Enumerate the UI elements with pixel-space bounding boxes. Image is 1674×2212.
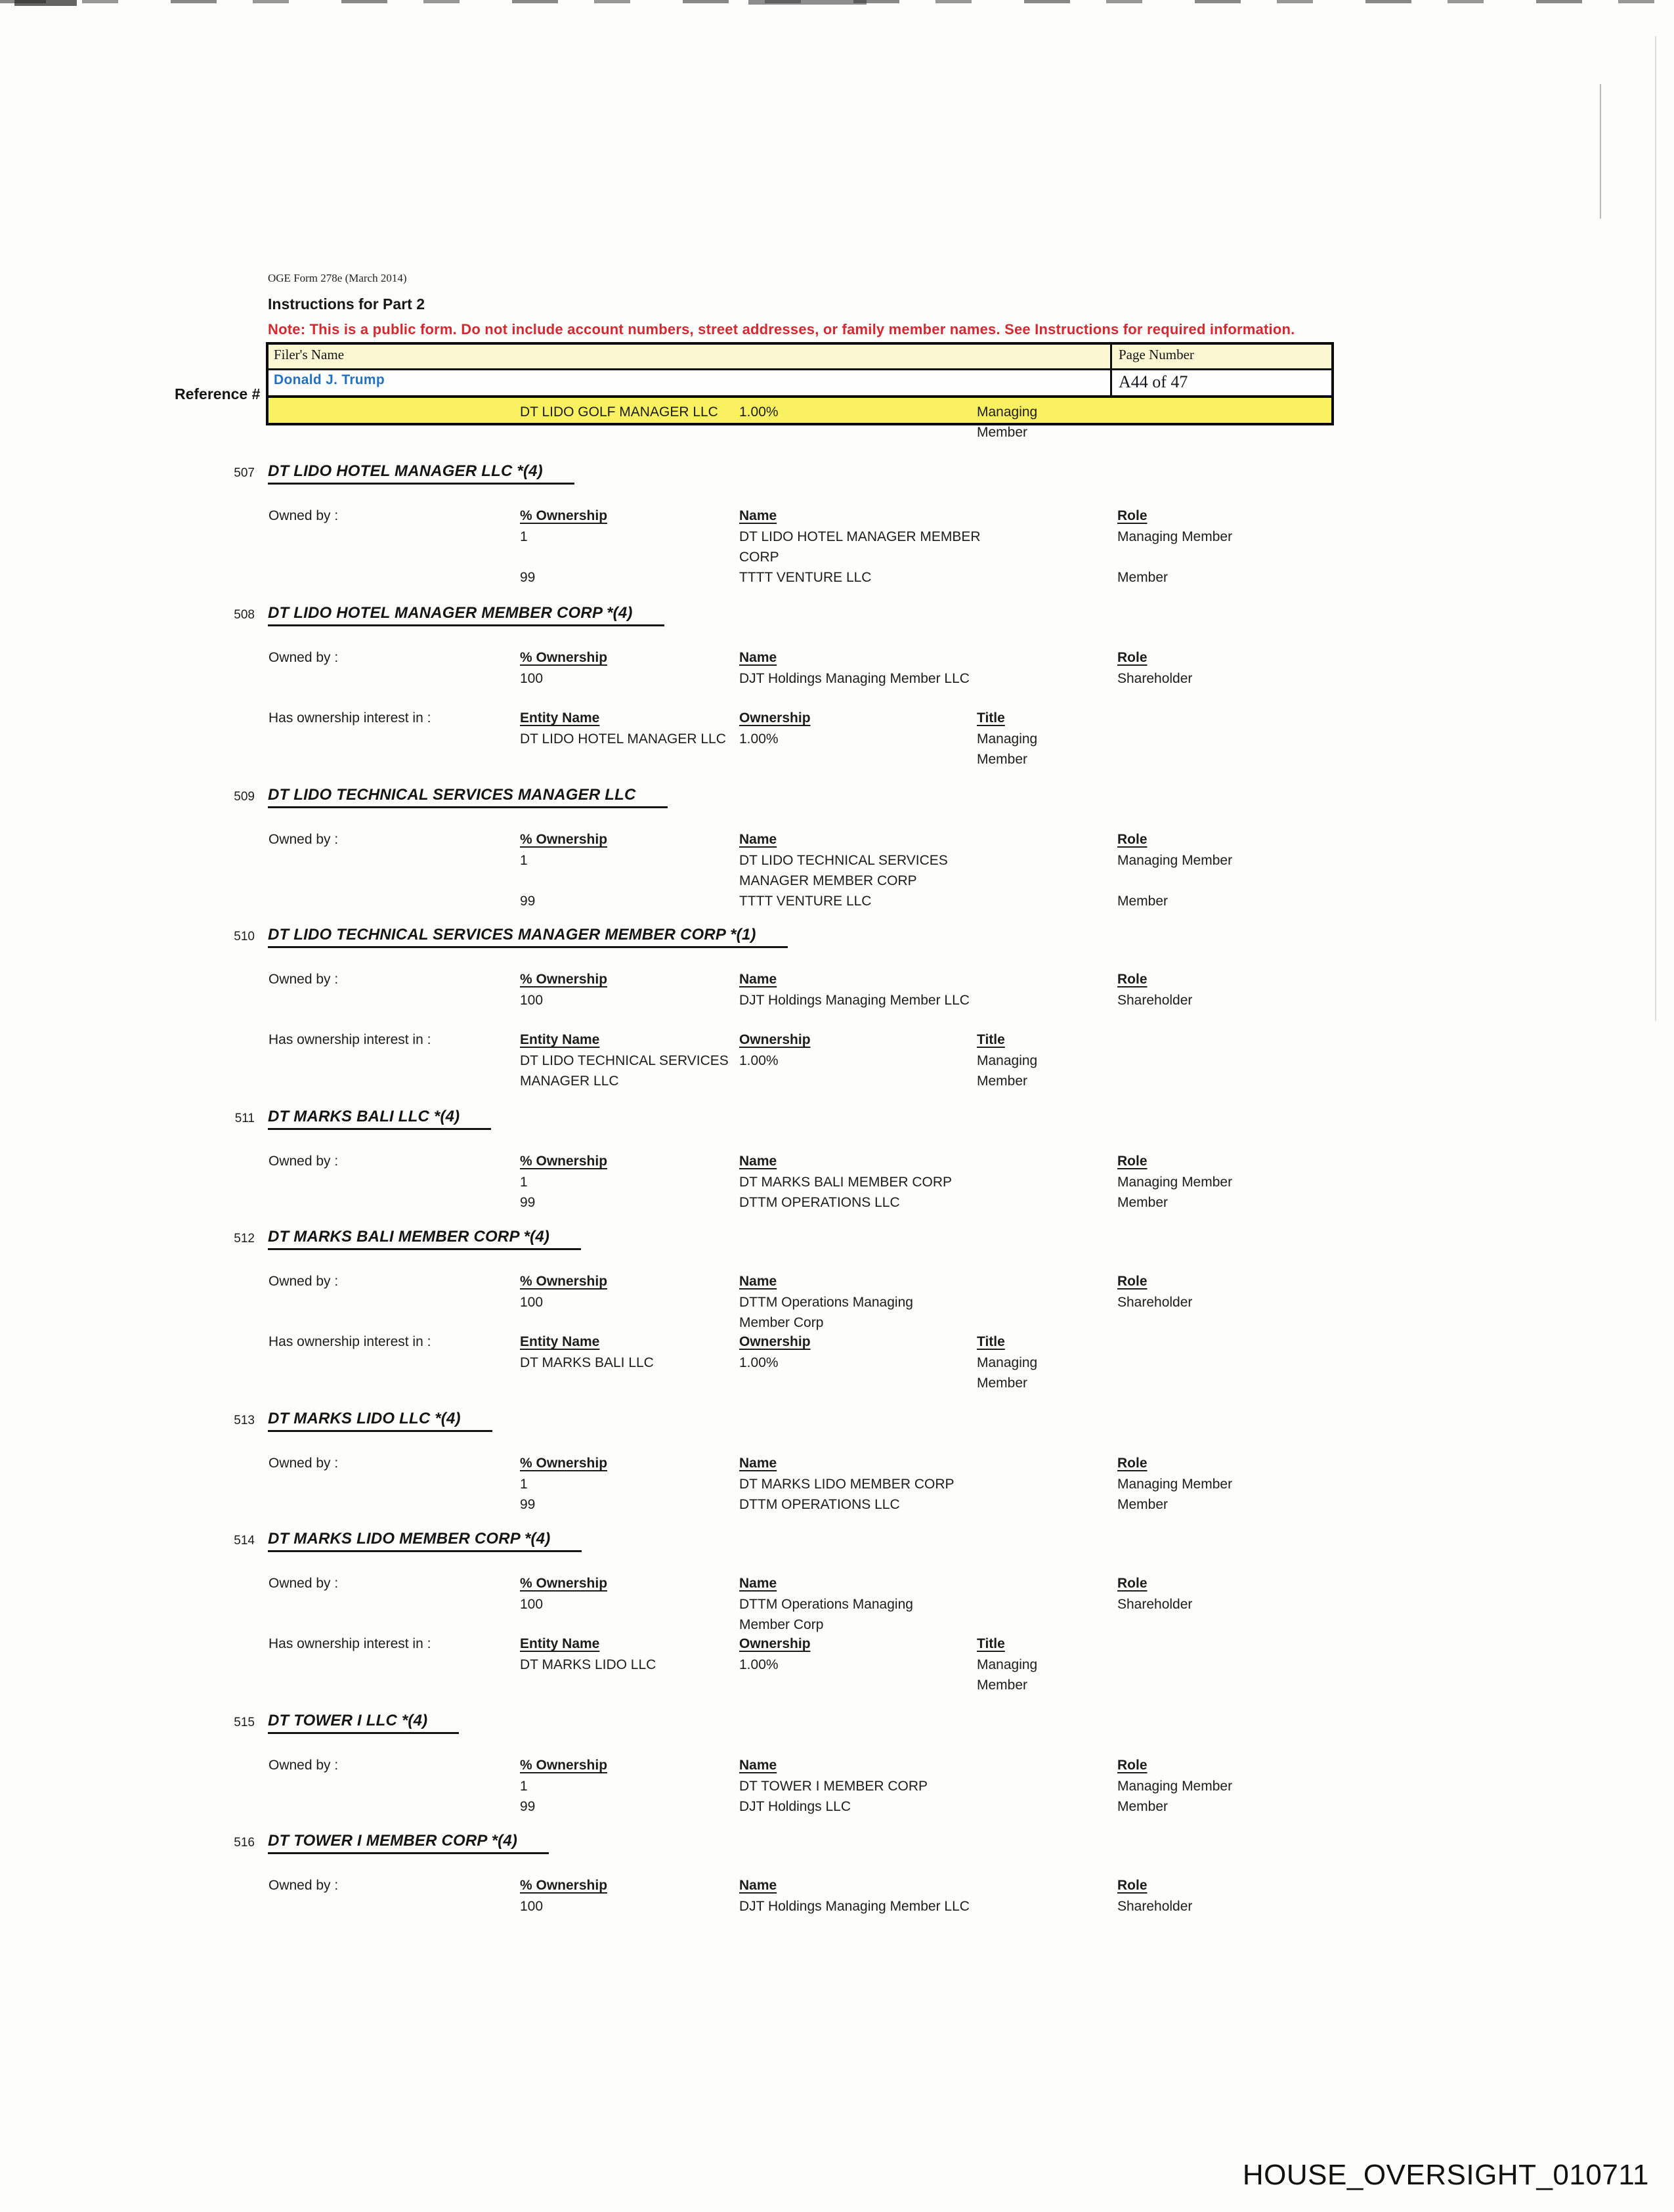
role-value: Member [1117,1195,1169,1210]
section-number: 508 [234,608,255,622]
section-number: 516 [234,1836,255,1850]
role-value: Managing Member [1117,1175,1233,1190]
continuation-title: Member [977,425,1028,440]
has-ownership-header-row [0,708,1674,728]
has-ownership-header-row [0,1030,1674,1050]
table-row [0,1615,1674,1635]
name-header: Name [739,1576,777,1591]
title-header: Title [977,1636,1005,1651]
table-row [0,729,1674,749]
table-row [0,1655,1674,1675]
has-ownership-label: Has ownership interest in : [268,1334,431,1349]
continuation-title: Managing [977,404,1038,420]
section-number: 511 [234,1112,255,1125]
role-header: Role [1117,1758,1148,1773]
section-heading: DT MARKS BALI MEMBER CORP *(4) [268,1228,581,1250]
role-value: Shareholder [1117,993,1193,1008]
table-row [0,1172,1674,1192]
table-row [0,1675,1674,1695]
section-heading: DT TOWER I LLC *(4) [268,1712,459,1734]
section-number: 510 [234,930,255,943]
title-header: Title [977,710,1005,726]
table-row [0,1051,1674,1071]
table-row [0,1373,1674,1393]
owner-name: DTTM Operations Managing [739,1295,913,1310]
entity-name: DT MARKS BALI LLC [520,1355,654,1370]
has-ownership-label: Has ownership interest in : [268,710,431,726]
pct-ownership-value: 99 [520,1799,536,1814]
role-value: Member [1117,570,1169,585]
table-row [0,547,1674,567]
role-value: Managing Member [1117,853,1233,868]
table-row [0,891,1674,911]
instructions-title: Instructions for Part 2 [268,295,425,313]
name-header: Name [739,508,777,523]
owned-by-rows [0,1896,1674,1917]
owner-name: DJT Holdings Managing Member LLC [739,671,970,686]
table-row [0,567,1674,588]
has-ownership-rows [0,1655,1674,1695]
reference-number-label: Reference # [175,385,261,402]
owned-by-header-row [0,506,1674,526]
pct-ownership-value: 99 [520,570,536,585]
name-header: Name [739,1274,777,1289]
table-row [0,527,1674,547]
table-row [0,850,1674,871]
title-value: Member [977,1678,1028,1693]
owner-name: DT LIDO HOTEL MANAGER MEMBER [739,529,981,544]
has-ownership-header-row [0,1332,1674,1352]
pct-ownership-value: 1 [520,1477,528,1492]
pct-ownership-value: 1 [520,1779,528,1794]
pct-ownership-header: % Ownership [520,832,608,847]
name-header: Name [739,1154,777,1169]
owner-name: DJT Holdings LLC [739,1799,851,1814]
role-value: Managing Member [1117,1477,1233,1492]
ownership-value: 1.00% [739,1053,779,1068]
pct-ownership-value: 99 [520,1195,536,1210]
section-heading: DT LIDO HOTEL MANAGER LLC *(4) [268,462,574,485]
owner-name: DTTM Operations Managing [739,1597,913,1612]
form-id: OGE Form 278e (March 2014) [268,272,407,284]
owned-by-label: Owned by : [268,650,339,665]
owned-by-rows [0,990,1674,1010]
title-header: Title [977,1032,1005,1047]
ownership-value: 1.00% [739,731,779,747]
owner-name: DJT Holdings Managing Member LLC [739,1899,970,1914]
pct-ownership-header: % Ownership [520,1878,608,1893]
table-row [0,1071,1674,1091]
owned-by-rows [0,1776,1674,1817]
section-heading: DT LIDO TECHNICAL SERVICES MANAGER LLC [268,786,668,808]
entity-name: DT LIDO TECHNICAL SERVICES [520,1053,729,1068]
role-value: Shareholder [1117,671,1193,686]
section-heading: DT MARKS BALI LLC *(4) [268,1108,491,1130]
owned-by-header-row [0,1573,1674,1594]
ownership-value: 1.00% [739,1657,779,1672]
continuation-entity-name: DT LIDO GOLF MANAGER LLC [520,404,718,420]
pct-ownership-value: 100 [520,993,544,1008]
pct-ownership-header: % Ownership [520,1576,608,1591]
owned-by-rows [0,1292,1674,1333]
entity-name: DT LIDO HOTEL MANAGER LLC [520,731,726,747]
section-heading: DT TOWER I MEMBER CORP *(4) [268,1832,549,1854]
name-header: Name [739,1456,777,1471]
role-value: Shareholder [1117,1899,1193,1914]
has-ownership-label: Has ownership interest in : [268,1636,431,1651]
has-ownership-header-row [0,1634,1674,1654]
pct-ownership-value: 100 [520,1597,544,1612]
owned-by-rows [0,850,1674,911]
owner-name: DTTM OPERATIONS LLC [739,1195,900,1210]
owner-name: Member Corp [739,1315,824,1330]
pct-ownership-value: 99 [520,894,536,909]
owned-by-label: Owned by : [268,1274,339,1289]
role-header: Role [1117,508,1148,523]
title-value: Managing [977,1053,1038,1068]
section-number: 507 [234,466,255,480]
page-number-value: A44 of 47 [1119,372,1188,391]
filers-name-value: Donald J. Trump [268,370,1112,395]
section-heading: DT MARKS LIDO LLC *(4) [268,1410,492,1432]
title-value: Member [977,1073,1028,1089]
pct-ownership-value: 99 [520,1497,536,1512]
title-value: Managing [977,1657,1038,1672]
pct-ownership-value: 1 [520,1175,528,1190]
role-header: Role [1117,832,1148,847]
owned-by-header-row [0,1875,1674,1896]
table-row [0,1192,1674,1213]
role-value: Managing Member [1117,529,1233,544]
page-number-label: Page Number [1119,347,1194,362]
table-row [0,1776,1674,1796]
has-ownership-rows [0,729,1674,770]
name-header: Name [739,650,777,665]
entity-name: DT MARKS LIDO LLC [520,1657,656,1672]
role-value: Member [1117,1799,1169,1814]
name-header: Name [739,1758,777,1773]
table-row [0,668,1674,689]
owned-by-label: Owned by : [268,972,339,987]
role-value: Member [1117,1497,1169,1512]
owned-by-rows [0,1474,1674,1515]
has-ownership-label: Has ownership interest in : [268,1032,431,1047]
pct-ownership-header: % Ownership [520,1274,608,1289]
owner-name: TTTT VENTURE LLC [739,894,872,909]
owner-name: DT MARKS BALI MEMBER CORP [739,1175,953,1190]
role-value: Shareholder [1117,1295,1193,1310]
owner-name: DT TOWER I MEMBER CORP [739,1779,928,1794]
ownership-header: Ownership [739,1334,811,1349]
entity-name: MANAGER LLC [520,1073,619,1089]
table-row [0,1474,1674,1494]
owned-by-rows [0,527,1674,588]
owned-by-rows [0,1594,1674,1635]
owned-by-header-row [0,1151,1674,1171]
role-header: Role [1117,972,1148,987]
pct-ownership-value: 100 [520,671,544,686]
pct-ownership-header: % Ownership [520,972,608,987]
document-control-number: HOUSE_OVERSIGHT_010711 [1242,2159,1649,2191]
has-ownership-rows [0,1051,1674,1091]
table-row [0,990,1674,1010]
owned-by-rows [0,1172,1674,1213]
section-heading: DT MARKS LIDO MEMBER CORP *(4) [268,1530,582,1552]
ownership-value: 1.00% [739,1355,779,1370]
pct-ownership-value: 100 [520,1899,544,1914]
ownership-header: Ownership [739,1636,811,1651]
table-row [0,749,1674,770]
pct-ownership-value: 100 [520,1295,544,1310]
name-header: Name [739,1878,777,1893]
owner-name: DTTM OPERATIONS LLC [739,1497,900,1512]
owner-name: MANAGER MEMBER CORP [739,873,917,888]
name-header: Name [739,972,777,987]
owned-by-header-row [0,647,1674,668]
owned-by-header-row [0,1755,1674,1775]
section-heading: DT LIDO TECHNICAL SERVICES MANAGER MEMBER CORP *(1) [268,926,788,948]
owned-by-header-row [0,969,1674,989]
table-row [0,1494,1674,1515]
owner-name: DT MARKS LIDO MEMBER CORP [739,1477,955,1492]
role-header: Role [1117,1456,1148,1471]
pct-ownership-header: % Ownership [520,1456,608,1471]
table-row [0,1594,1674,1615]
section-number: 514 [234,1534,255,1548]
pct-ownership-header: % Ownership [520,508,608,523]
owner-name: TTTT VENTURE LLC [739,570,872,585]
title-value: Member [977,1376,1028,1391]
owned-by-header-row [0,1453,1674,1473]
pct-ownership-header: % Ownership [520,650,608,665]
role-value: Managing Member [1117,1779,1233,1794]
owned-by-header-row [0,1271,1674,1291]
entity-name-header: Entity Name [520,1032,600,1047]
pct-ownership-value: 1 [520,529,528,544]
title-value: Managing [977,731,1038,747]
entity-name-header: Entity Name [520,1334,600,1349]
owned-by-label: Owned by : [268,1154,339,1169]
ownership-header: Ownership [739,710,811,726]
owned-by-label: Owned by : [268,1878,339,1893]
pct-ownership-value: 1 [520,853,528,868]
has-ownership-rows [0,1353,1674,1393]
table-row [0,871,1674,891]
owned-by-label: Owned by : [268,1456,339,1471]
title-header: Title [977,1334,1005,1349]
table-row [0,1312,1674,1333]
ownership-header: Ownership [739,1032,811,1047]
role-value: Shareholder [1117,1597,1193,1612]
owned-by-label: Owned by : [268,1576,339,1591]
role-header: Role [1117,650,1148,665]
role-header: Role [1117,1878,1148,1893]
role-header: Role [1117,1154,1148,1169]
continuation-ownership: 1.00% [739,404,779,420]
entity-name-header: Entity Name [520,710,600,726]
owned-by-rows [0,668,1674,689]
role-header: Role [1117,1576,1148,1591]
owner-name: CORP [739,550,779,565]
public-form-note: Note: This is a public form. Do not include account numbers, street addresses, or family member names. See Instructions for required information. [268,321,1295,337]
section-number: 513 [234,1414,255,1427]
title-value: Member [977,752,1028,767]
table-row [0,1796,1674,1817]
owner-name: DJT Holdings Managing Member LLC [739,993,970,1008]
section-number: 512 [234,1232,255,1246]
section-number: 515 [234,1716,255,1729]
filers-name-label: Filer's Name [268,345,1112,368]
table-row [0,1896,1674,1917]
section-number: 509 [234,790,255,804]
name-header: Name [739,832,777,847]
owned-by-label: Owned by : [268,508,339,523]
owned-by-label: Owned by : [268,832,339,847]
pct-ownership-header: % Ownership [520,1758,608,1773]
owner-name: DT LIDO TECHNICAL SERVICES [739,853,948,868]
role-value: Member [1117,894,1169,909]
entity-name-header: Entity Name [520,1636,600,1651]
table-row [0,1353,1674,1373]
section-heading: DT LIDO HOTEL MANAGER MEMBER CORP *(4) [268,604,664,626]
owned-by-header-row [0,829,1674,850]
owned-by-label: Owned by : [268,1758,339,1773]
pct-ownership-header: % Ownership [520,1154,608,1169]
title-value: Managing [977,1355,1038,1370]
owner-name: Member Corp [739,1617,824,1632]
role-header: Role [1117,1274,1148,1289]
table-row [0,1292,1674,1312]
